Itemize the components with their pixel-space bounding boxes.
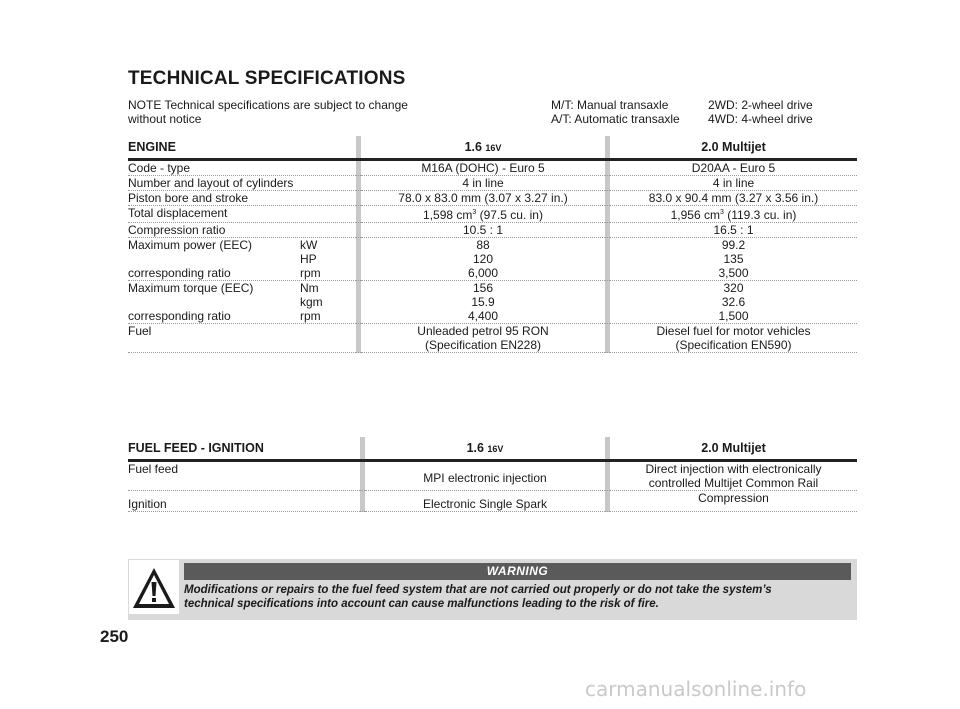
table-row <box>128 206 857 223</box>
page-number: 250 <box>100 627 129 646</box>
abbr-2wd: 2WD: 2-wheel drive <box>708 98 813 112</box>
cell-value: D20AA - Euro 5 <box>610 160 857 176</box>
cell-value: 88 120 6,000 <box>361 238 605 281</box>
engine-heading: ENGINE <box>128 140 176 154</box>
note-line-1: NOTE Technical specifications are subject to change <box>128 98 408 112</box>
cell-value: 1,598 $cm^3$ (97.5 cu. in) <box>361 206 605 223</box>
warning-text: Modifications or repairs to the fuel feed system that are not carried out properly or do not take the system’s technical specifications into account can cause malfunctions leading to the risk of fire. <box>184 584 772 610</box>
cell-value: 10.5 : 1 <box>361 223 605 238</box>
fuel-feed-col-1-6: 1.6 16V <box>466 441 504 455</box>
cell-value: M16A (DOHC) - Euro 5 <box>361 160 605 176</box>
watermark: carmanualsonline.info <box>585 677 807 701</box>
cell-value: MPI electronic injection <box>365 461 605 491</box>
abbr-at: A/T: Automatic transaxle <box>551 112 680 126</box>
cell-value: 99.2 135 3,500 <box>610 238 857 281</box>
cell-value: Direct injection with electronically controlled Multijet Common Rail <box>610 461 857 491</box>
cell-value: 156 15.9 4,400 <box>361 281 605 324</box>
row-label: Fuel <box>128 324 356 353</box>
cell-value: 1,956 $cm^3$ (119.3 cu. in) <box>610 206 857 223</box>
fuel-feed-table-header <box>128 437 857 461</box>
warning-title: WARNING <box>184 563 851 580</box>
abbreviations-drive <box>708 98 813 126</box>
engine-table-header <box>128 136 857 160</box>
row-label: Piston bore and stroke <box>128 191 356 206</box>
cell-value: 78.0 x 83.0 mm (3.07 x 3.27 in.) <box>361 191 605 206</box>
fuel-feed-heading: FUEL FEED - IGNITION <box>128 441 264 455</box>
warning-triangle-icon <box>129 560 179 614</box>
table-row <box>128 461 857 491</box>
cell-value: 16.5 : 1 <box>610 223 857 238</box>
cell-value: 4 in line <box>610 176 857 191</box>
cell-value: 320 32.6 1,500 <box>610 281 857 324</box>
row-label: Maximum power (EEC) kW HP corresponding ratio rpm <box>128 238 356 281</box>
cell-value: Diesel fuel for motor vehicles (Specification EN590) <box>610 324 857 353</box>
engine-table <box>128 136 857 353</box>
table-row <box>128 191 857 206</box>
row-label: Number and layout of cylinders <box>128 176 356 191</box>
fuel-feed-col-multijet: 2.0 Multijet <box>701 441 766 455</box>
row-label: Maximum torque (EEC) Nm kgm corresponding ratio rpm <box>128 281 356 324</box>
engine-col-multijet: 2.0 Multijet <box>701 140 766 154</box>
fuel-feed-table <box>128 437 857 512</box>
table-row <box>128 324 857 353</box>
table-row <box>128 176 857 191</box>
row-label: Compression ratio <box>128 223 356 238</box>
table-row <box>128 281 857 324</box>
table-row <box>128 238 857 281</box>
cell-value: Unleaded petrol 95 RON (Specification EN228) <box>361 324 605 353</box>
abbr-mt: M/T: Manual transaxle <box>551 98 669 112</box>
abbr-4wd: 4WD: 4-wheel drive <box>708 112 813 126</box>
table-row <box>128 160 857 176</box>
page-title: TECHNICAL SPECIFICATIONS <box>128 68 406 89</box>
row-label: Total displacement <box>128 206 356 223</box>
cell-value: 83.0 x 90.4 mm (3.27 x 3.56 in.) <box>610 191 857 206</box>
cell-value: 4 in line <box>361 176 605 191</box>
cell-value: Compression <box>610 491 857 512</box>
row-label: Ignition <box>128 491 360 512</box>
table-row <box>128 491 857 512</box>
engine-col-1-6: 1.6 16V <box>464 140 502 154</box>
row-label: Fuel feed <box>128 461 360 491</box>
cell-value: Electronic Single Spark <box>365 491 605 512</box>
row-label: Code - type <box>128 160 356 176</box>
abbreviations-transaxle <box>551 98 680 126</box>
note <box>128 98 408 126</box>
table-row <box>128 223 857 238</box>
note-line-2: without notice <box>128 112 202 126</box>
